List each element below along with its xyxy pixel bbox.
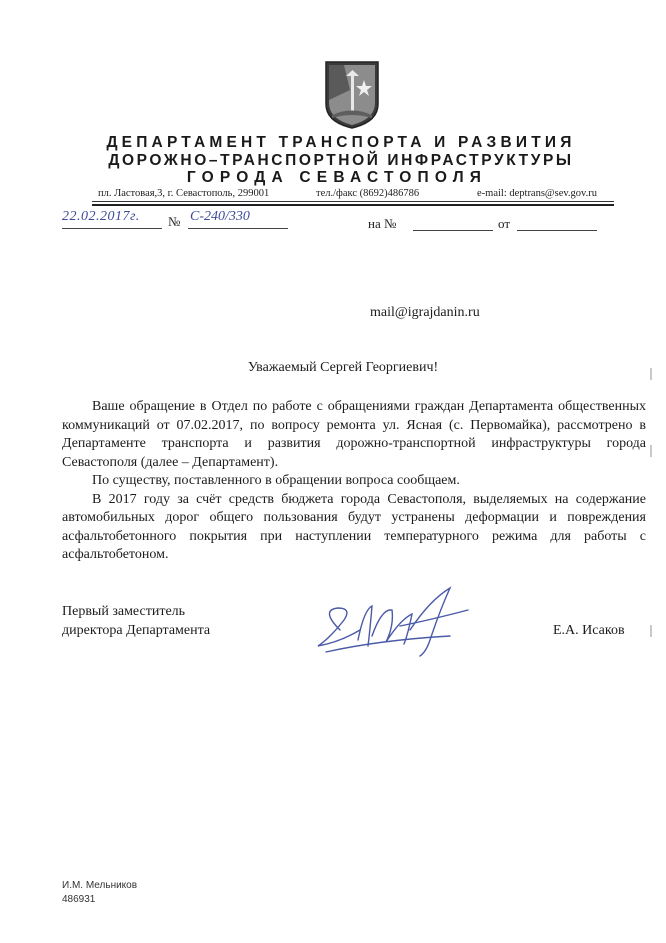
letterhead-divider-thick <box>92 204 614 206</box>
incoming-number-blank <box>413 230 493 231</box>
letterhead-divider-thin <box>92 201 614 202</box>
executor-name: И.М. Мельников <box>62 880 138 891</box>
handwritten-signature-icon <box>300 580 480 660</box>
department-address: пл. Ластовая,3, г. Севастополь, 299001 <box>98 188 270 199</box>
letterhead-line-2: ДОРОЖНО–ТРАНСПОРТНОЙ ИНФРАСТРУКТУРЫ <box>108 152 574 169</box>
salutation: Уважаемый Сергей Георгиевич! <box>247 360 439 375</box>
incoming-date-label: от <box>498 216 511 231</box>
body-paragraph: В 2017 году за счёт средств бюджета города Севастополя, выделяемых на содержание автомобильных дорог общего пользования будут устранены деформации и повреждения асфальтобетонного покрытия при наступлении температурного режима для работы с асфальтобетоном. <box>62 491 646 562</box>
letterhead-line-3: ГОРОДА СЕВАСТОПОЛЯ <box>186 169 488 186</box>
incoming-date-blank <box>517 230 597 231</box>
executor-phone: 486931 <box>62 894 96 905</box>
body-paragraph: Ваше обращение в Отдел по работе с обращениями граждан Департамента общественных коммуникаций от 07.02.2017, по вопросу ремонта ул. Ясная (с. Первомайка), рассмотрено в Департаменте транспорта и развития дорожно-транспортной инфраструктуры города Севастополя (далее – Департамент). <box>62 399 646 470</box>
signer-name: Е.А. Исаков <box>553 623 625 638</box>
body-paragraph: По существу, поставленного в обращении вопроса сообщаем. <box>92 473 460 488</box>
recipient-email: mail@igrajdanin.ru <box>370 305 480 320</box>
letterhead-line-1: ДЕПАРТАМЕНТ ТРАНСПОРТА И РАЗВИТИЯ <box>106 134 576 151</box>
scan-artifact <box>650 625 652 637</box>
outgoing-number: С-240/330 <box>190 209 250 224</box>
outgoing-number-label: № <box>168 214 181 229</box>
signer-title-line-2: директора Департамента <box>62 623 211 638</box>
coat-of-arms-icon <box>324 60 380 130</box>
scan-artifact <box>650 368 652 380</box>
outgoing-date: 22.02.2017г. <box>62 209 140 224</box>
outgoing-date-underline <box>62 228 162 229</box>
incoming-number-label: на № <box>368 216 397 231</box>
letter-body <box>62 398 646 565</box>
department-email: e-mail: deptrans@sev.gov.ru <box>477 188 597 199</box>
department-phone: тел./факс (8692)486786 <box>316 188 420 199</box>
outgoing-number-underline <box>188 228 288 229</box>
signer-title-line-1: Первый заместитель <box>62 604 186 619</box>
scan-artifact <box>650 445 652 457</box>
